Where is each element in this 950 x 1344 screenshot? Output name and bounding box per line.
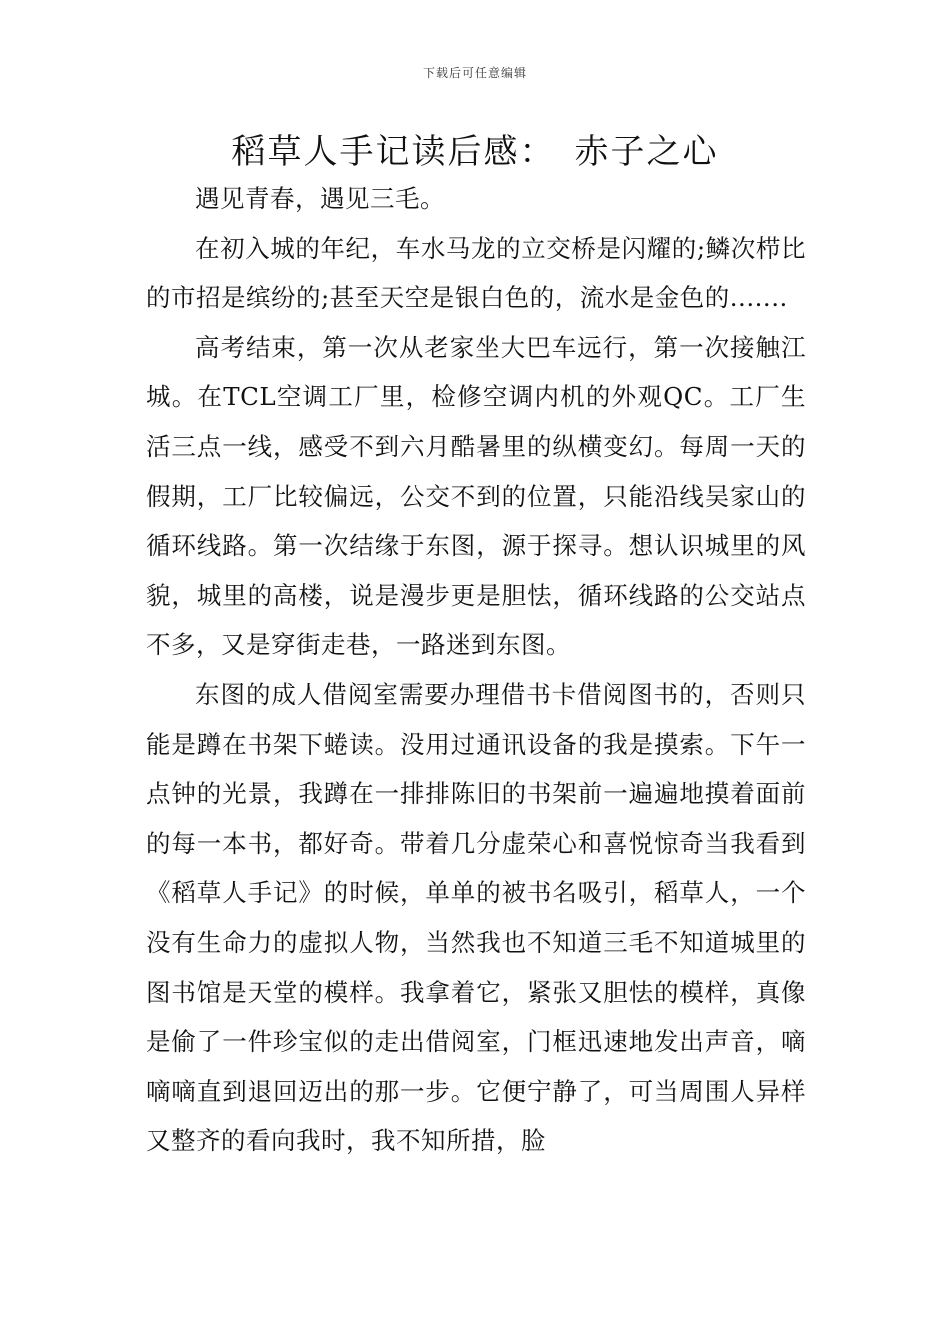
paragraph: 遇见青春，遇见三毛。 — [195, 184, 445, 213]
header-note: 下载后可任意编辑 — [422, 66, 527, 80]
paragraph: 在初入城的年纪，车水马龙的立交桥是闪耀的;鳞次栉比的市招是缤纷的;甚至天空是银白色的，流水是金色的....... — [146, 233, 806, 313]
paragraph: 高考结束，第一次从老家坐大巴车远行，第一次接触江城。在TCL空调工厂里，检修空调内机的外观QC。工厂生活三点一线，感受不到六月酷暑里的纵横变幻。每周一天的假期，工厂比较偏远，公交不到的位置，只能沿线吴家山的循环线路。第一次结缘于东图，源于探寻。想认识城里的风貌，城里的高楼，说是漫步更是胆怯，循环线路的公交站点不多，又是穿街走巷，一路迷到东图。 — [146, 332, 806, 660]
document-body — [146, 174, 806, 1166]
paragraph: 东图的成人借阅室需要办理借书卡借阅图书的，否则只能是蹲在书架下蜷读。没用过通讯设备的我是摸索。下午一点钟的光景，我蹲在一排排陈旧的书架前一遍遍地摸着面前的每一本书，都好奇。带着几分虚荣心和喜悦惊奇当我看到《稻草人手记》的时候，单单的被书名吸引，稻草人，一个没有生命力的虚拟人物，当然我也不知道三毛不知道城里的图书馆是天堂的模样。我拿着它，紧张又胆怯的模样，真像是偷了一件珍宝似的走出借阅室，门框迅速地发出声音，嘀嘀嘀直到退回迈出的那一步。它便宁静了，可当周围人异样又整齐的看向我时，我不知所措，脸 — [146, 679, 806, 1156]
document-title: 稻草人手记读后感： 赤子之心 — [231, 132, 719, 172]
